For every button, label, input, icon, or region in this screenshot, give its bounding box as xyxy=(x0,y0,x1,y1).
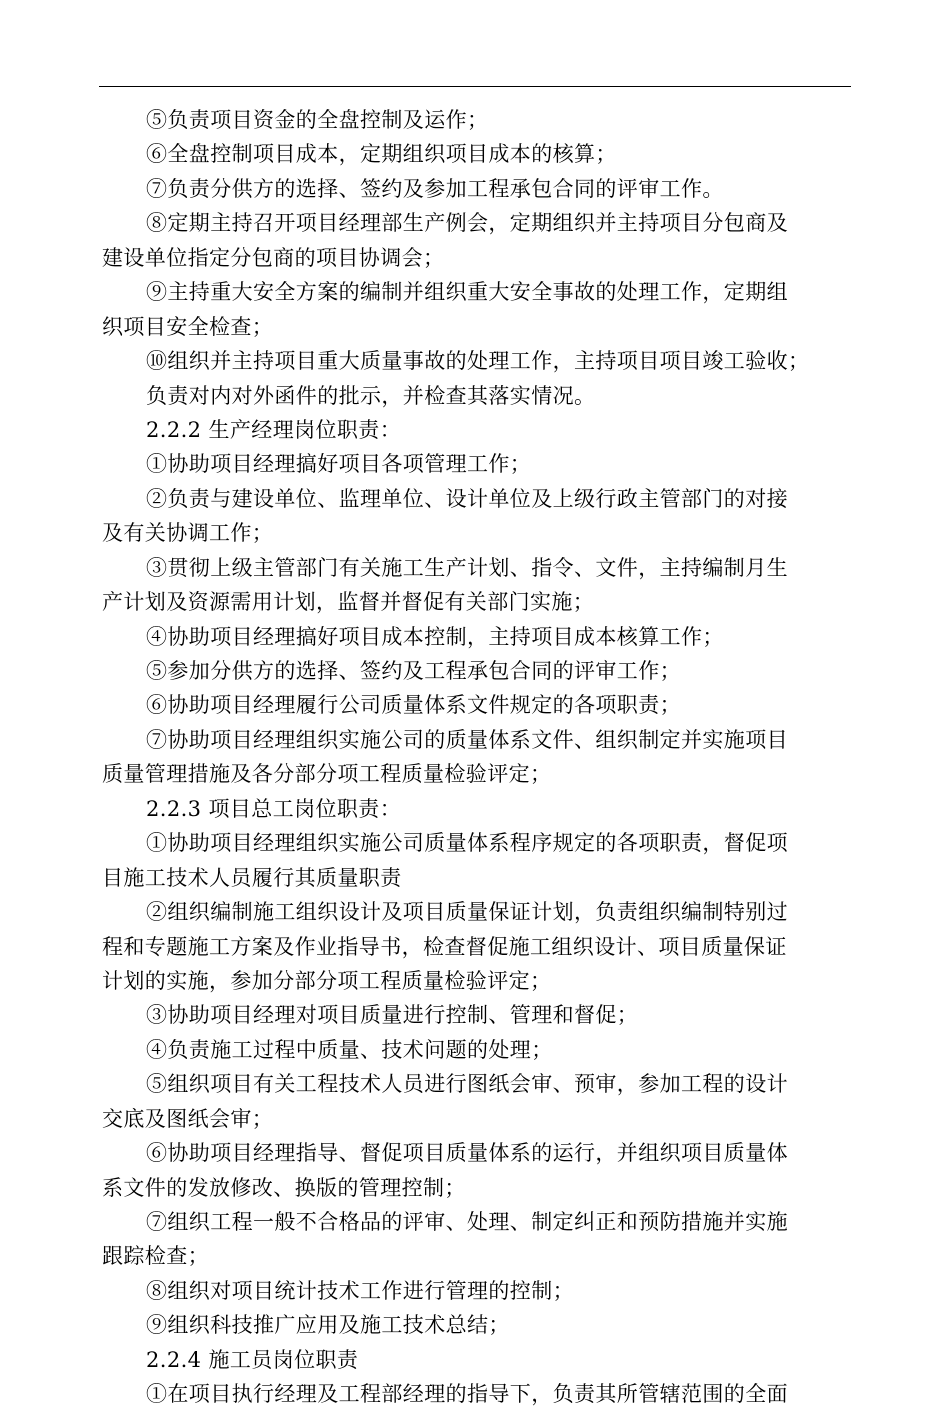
text-line: ①协助项目经理组织实施公司质量体系程序规定的各项职责，督促项 xyxy=(146,831,788,856)
text-line: ⑤组织项目有关工程技术人员进行图纸会审、预审，参加工程的设计 xyxy=(146,1072,788,1097)
text-line: ⑧组织对项目统计技术工作进行管理的控制； xyxy=(146,1278,574,1303)
text-line: 程和专题施工方案及作业指导书，检查督促施工组织设计、项目质量保证 xyxy=(102,934,787,959)
text-line: ⑥全盘控制项目成本，定期组织项目成本的核算； xyxy=(146,142,617,167)
text-line: 2.2.3 项目总工岗位职责： xyxy=(146,796,402,821)
text-line: ⑤负责项目资金的全盘控制及运作； xyxy=(146,108,489,132)
text-line: ⑦负责分供方的选择、签约及参加工程承包合同的评审工作。 xyxy=(146,176,724,201)
text-line: ④负责施工过程中质量、技术问题的处理； xyxy=(146,1037,553,1062)
document-body xyxy=(102,103,850,1412)
text-line: ③贯彻上级主管部门有关施工生产计划、指令、文件，主持编制月生 xyxy=(146,555,788,580)
text-line: ⑩组织并主持项目重大质量事故的处理工作，主持项目项目竣工验收； xyxy=(146,349,810,374)
text-line: 交底及图纸会审； xyxy=(102,1106,274,1131)
text-line: ③协助项目经理对项目质量进行控制、管理和督促； xyxy=(146,1003,639,1028)
text-line: 建设单位指定分包商的项目协调会； xyxy=(102,245,445,270)
text-line: 系文件的发放修改、换版的管理控制； xyxy=(102,1175,466,1200)
text-line: 织项目安全检查； xyxy=(102,314,274,339)
text-line: 及有关协调工作； xyxy=(102,521,274,546)
text-line: 产计划及资源需用计划，监督并督促有关部门实施； xyxy=(102,590,595,615)
text-line: 目施工技术人员履行其质量职责 xyxy=(102,865,402,890)
text-line: ①协助项目经理搞好项目各项管理工作； xyxy=(146,452,532,477)
text-line: 质量管理措施及各分部分项工程质量检验评定； xyxy=(102,762,552,787)
text-line: ⑨组织科技推广应用及施工技术总结； xyxy=(146,1313,510,1338)
text-line: 2.2.4 施工员岗位职责 xyxy=(146,1347,359,1372)
text-line: 计划的实施，参加分部分项工程质量检验评定； xyxy=(102,968,552,993)
text-line: 负责对内对外函件的批示，并检查其落实情况。 xyxy=(146,383,596,408)
text-line: 2.2.2 生产经理岗位职责： xyxy=(146,417,402,442)
text-line: ②组织编制施工组织设计及项目质量保证计划，负责组织编制特别过 xyxy=(146,900,788,925)
text-line: ⑨主持重大安全方案的编制并组织重大安全事故的处理工作，定期组 xyxy=(146,280,788,305)
header-rule xyxy=(99,86,851,87)
text-line: ⑦协助项目经理组织实施公司的质量体系文件、组织制定并实施项目 xyxy=(146,727,788,752)
text-line: ②负责与建设单位、监理单位、设计单位及上级行政主管部门的对接 xyxy=(146,486,788,511)
text-line: 跟踪检查； xyxy=(102,1244,209,1269)
text-line: ⑧定期主持召开项目经理部生产例会，定期组织并主持项目分包商及 xyxy=(146,211,788,236)
text-line: ⑥协助项目经理指导、督促项目质量体系的运行，并组织项目质量体 xyxy=(146,1141,788,1166)
text-line: ⑥协助项目经理履行公司质量体系文件规定的各项职责； xyxy=(146,693,681,718)
text-line: ①在项目执行经理及工程部经理的指导下，负责其所管辖范围的全面 xyxy=(146,1382,788,1407)
text-line: ⑦组织工程一般不合格品的评审、处理、制定纠正和预防措施并实施 xyxy=(146,1210,788,1234)
text-line: ⑤参加分供方的选择、签约及工程承包合同的评审工作； xyxy=(146,659,681,683)
text-line: ④协助项目经理搞好项目成本控制，主持项目成本核算工作； xyxy=(146,624,724,649)
